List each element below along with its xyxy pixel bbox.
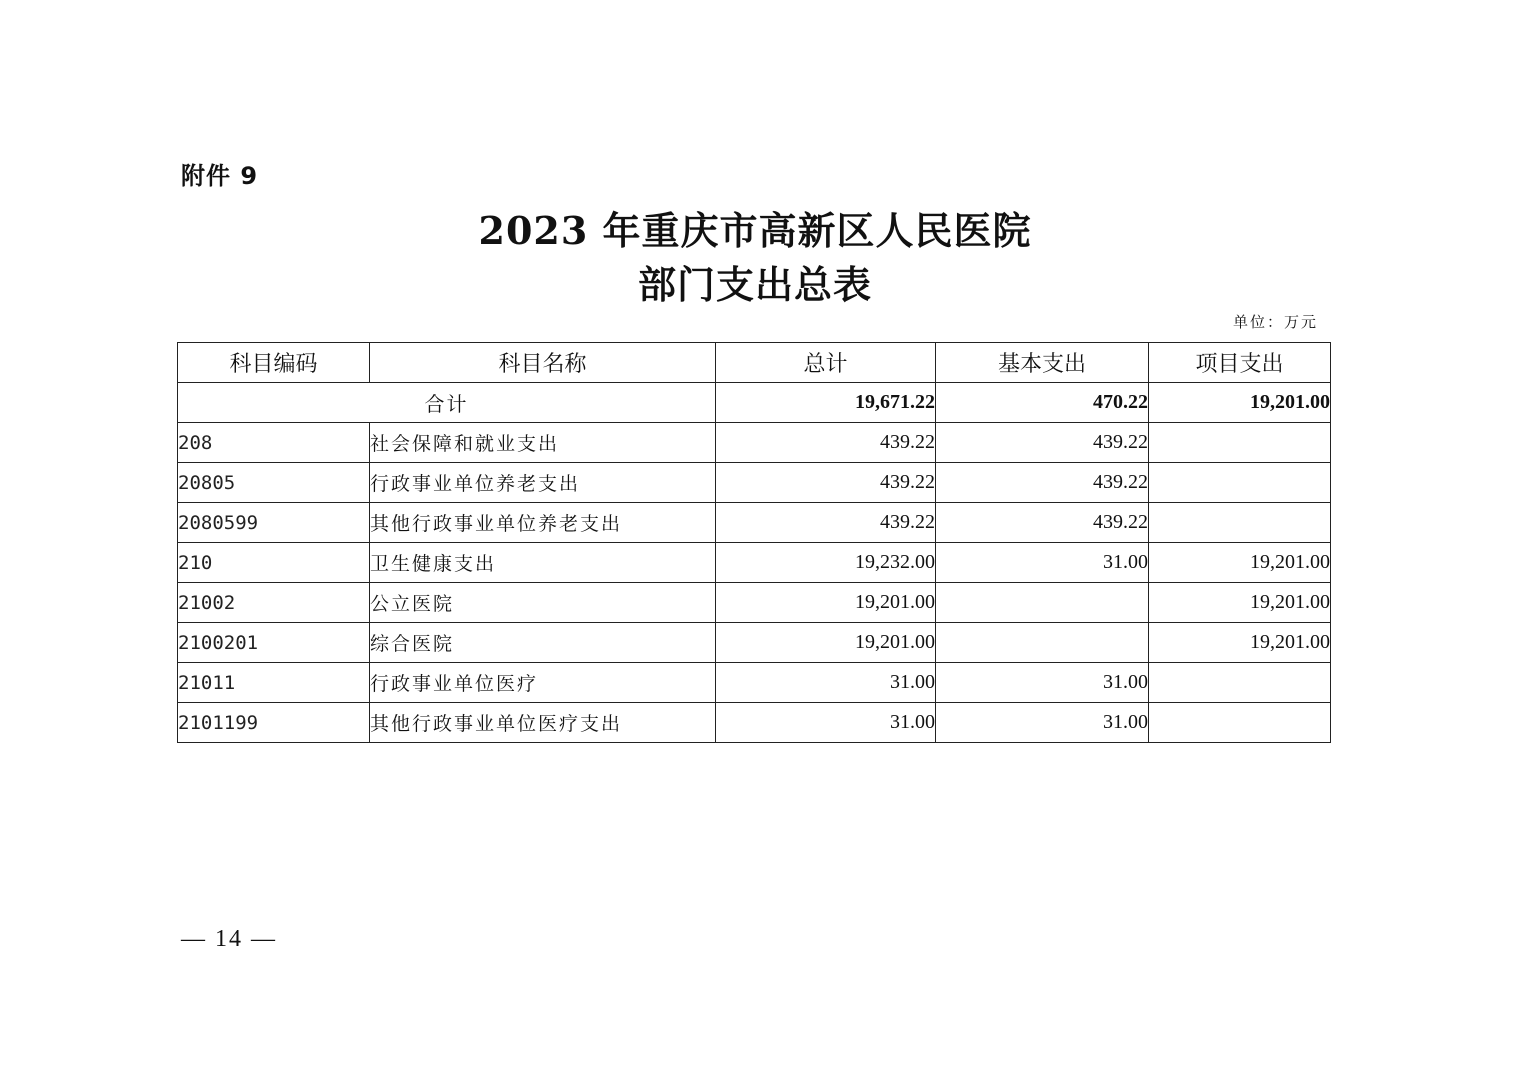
row-project <box>1149 703 1331 743</box>
row-project <box>1149 503 1331 543</box>
row-code: 21011 <box>178 663 370 703</box>
table-row <box>178 623 1331 663</box>
row-code: 2080599 <box>178 503 370 543</box>
row-total: 31.00 <box>716 703 936 743</box>
row-basic: 31.00 <box>936 543 1149 583</box>
row-code: 208 <box>178 423 370 463</box>
row-code: 2100201 <box>178 623 370 663</box>
row-code: 20805 <box>178 463 370 503</box>
row-basic: 439.22 <box>936 423 1149 463</box>
header-name: 科目名称 <box>370 343 716 383</box>
row-total: 19,232.00 <box>716 543 936 583</box>
row-basic: 31.00 <box>936 703 1149 743</box>
row-project: 19,201.00 <box>1149 543 1331 583</box>
header-basic: 基本支出 <box>936 343 1149 383</box>
table-row <box>178 663 1331 703</box>
row-name: 综合医院 <box>370 623 716 663</box>
row-basic: 439.22 <box>936 463 1149 503</box>
total-row <box>178 383 1331 423</box>
row-total: 31.00 <box>716 663 936 703</box>
row-total: 439.22 <box>716 463 936 503</box>
page-number: — 14 — <box>181 926 277 952</box>
row-code: 2101199 <box>178 703 370 743</box>
row-name: 公立医院 <box>370 583 716 623</box>
table-header-row <box>178 343 1331 383</box>
row-project: 19,201.00 <box>1149 583 1331 623</box>
row-total: 19,201.00 <box>716 583 936 623</box>
row-basic: 439.22 <box>936 503 1149 543</box>
row-name: 行政事业单位医疗 <box>370 663 716 703</box>
row-code: 210 <box>178 543 370 583</box>
row-project: 19,201.00 <box>1149 623 1331 663</box>
row-basic: 31.00 <box>936 663 1149 703</box>
row-project <box>1149 663 1331 703</box>
header-code: 科目编码 <box>178 343 370 383</box>
table-row <box>178 583 1331 623</box>
total-sum: 19,671.22 <box>716 383 936 423</box>
row-basic <box>936 583 1149 623</box>
row-name: 其他行政事业单位医疗支出 <box>370 703 716 743</box>
total-label: 合计 <box>178 383 716 423</box>
table-row <box>178 543 1331 583</box>
total-basic: 470.22 <box>936 383 1149 423</box>
row-project <box>1149 423 1331 463</box>
header-total: 总计 <box>716 343 936 383</box>
row-name: 社会保障和就业支出 <box>370 423 716 463</box>
row-total: 439.22 <box>716 423 936 463</box>
attachment-label: 附件 9 <box>181 162 259 190</box>
total-project: 19,201.00 <box>1149 383 1331 423</box>
header-project: 项目支出 <box>1149 343 1331 383</box>
document-subtitle: 部门支出总表 <box>637 262 872 307</box>
row-project <box>1149 463 1331 503</box>
row-total: 19,201.00 <box>716 623 936 663</box>
row-total: 439.22 <box>716 503 936 543</box>
table-row <box>178 463 1331 503</box>
row-name: 其他行政事业单位养老支出 <box>370 503 716 543</box>
table-row <box>178 703 1331 743</box>
document-title: 2023 年重庆市高新区人民医院 <box>478 208 1032 253</box>
row-code: 21002 <box>178 583 370 623</box>
table-row <box>178 423 1331 463</box>
row-name: 卫生健康支出 <box>370 543 716 583</box>
table-row <box>178 503 1331 543</box>
row-basic <box>936 623 1149 663</box>
unit-label: 单位：万元 <box>1232 313 1318 331</box>
row-name: 行政事业单位养老支出 <box>370 463 716 503</box>
expenditure-table <box>177 342 1331 743</box>
